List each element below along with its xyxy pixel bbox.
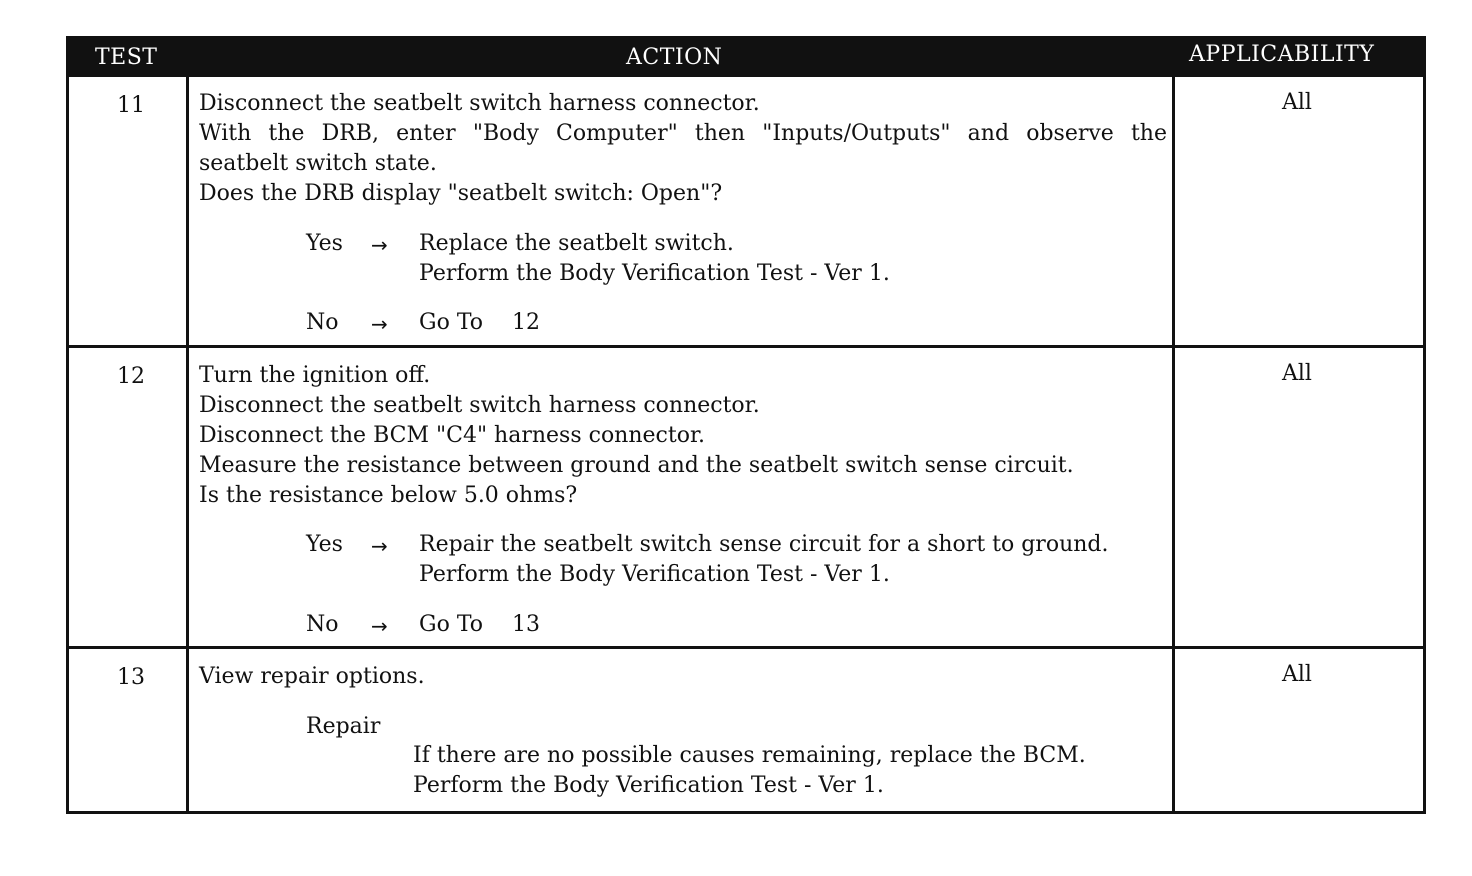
column-divider <box>1172 39 1175 811</box>
test-number: 11 <box>117 93 145 118</box>
repair-result <box>413 741 1086 801</box>
column-divider <box>186 39 189 811</box>
action-step: Disconnect the seatbelt switch harness connector. <box>199 91 760 116</box>
arrow-right-icon: → <box>371 312 388 336</box>
yes-result-line: Perform the Body Verification Test - Ver 1. <box>419 261 890 286</box>
arrow-right-icon: → <box>371 233 388 257</box>
action-step: Is the resistance below 5.0 ohms? <box>199 483 578 508</box>
action-steps <box>199 361 1074 511</box>
yes-result-line: Perform the Body Verification Test - Ver 1. <box>419 562 890 587</box>
action-step: Disconnect the seatbelt switch harness connector. <box>199 393 760 418</box>
goto-action: Go To <box>419 310 484 335</box>
no-label: No <box>306 310 339 335</box>
action-steps <box>199 89 1167 209</box>
action-step: Does the DRB display "seatbelt switch: Open"? <box>199 181 723 206</box>
test-number: 13 <box>117 665 145 690</box>
action-step: Turn the ignition off. <box>199 363 431 388</box>
applicability-value: All <box>1282 361 1312 386</box>
applicability-value: All <box>1282 662 1312 687</box>
yes-result <box>419 530 1109 590</box>
arrow-right-icon: → <box>371 614 388 638</box>
applicability-value: All <box>1282 90 1312 115</box>
goto-target: 13 <box>512 612 540 637</box>
action-step: View repair options. <box>199 664 425 689</box>
header-test: TEST <box>95 45 158 70</box>
header-applicability: APPLICABILITY <box>1189 42 1375 67</box>
row-divider <box>69 646 1423 649</box>
repair-result-line: If there are no possible causes remaining, replace the BCM. <box>413 743 1086 768</box>
yes-label: Yes <box>306 532 343 557</box>
goto-action: Go To <box>419 612 484 637</box>
repair-label: Repair <box>306 714 381 739</box>
repair-result-line: Perform the Body Verification Test - Ver 1. <box>413 773 884 798</box>
action-step: With the DRB, enter "Body Computer" then "Inputs/Outputs" and observe the <box>199 121 1167 146</box>
yes-result <box>419 229 890 289</box>
no-label: No <box>306 612 339 637</box>
yes-result-line: Replace the seatbelt switch. <box>419 231 734 256</box>
arrow-right-icon: → <box>371 534 388 558</box>
action-step: Disconnect the BCM "C4" harness connector. <box>199 423 706 448</box>
row-divider <box>69 345 1423 348</box>
yes-label: Yes <box>306 231 343 256</box>
goto-target: 12 <box>512 310 540 335</box>
action-step: seatbelt switch state. <box>199 151 437 176</box>
header-action: ACTION <box>626 45 723 70</box>
table-header <box>69 39 1423 77</box>
diagnostic-table <box>66 36 1426 814</box>
test-number: 12 <box>117 364 145 389</box>
action-step: Measure the resistance between ground and the seatbelt switch sense circuit. <box>199 453 1074 478</box>
yes-result-line: Repair the seatbelt switch sense circuit for a short to ground. <box>419 532 1109 557</box>
